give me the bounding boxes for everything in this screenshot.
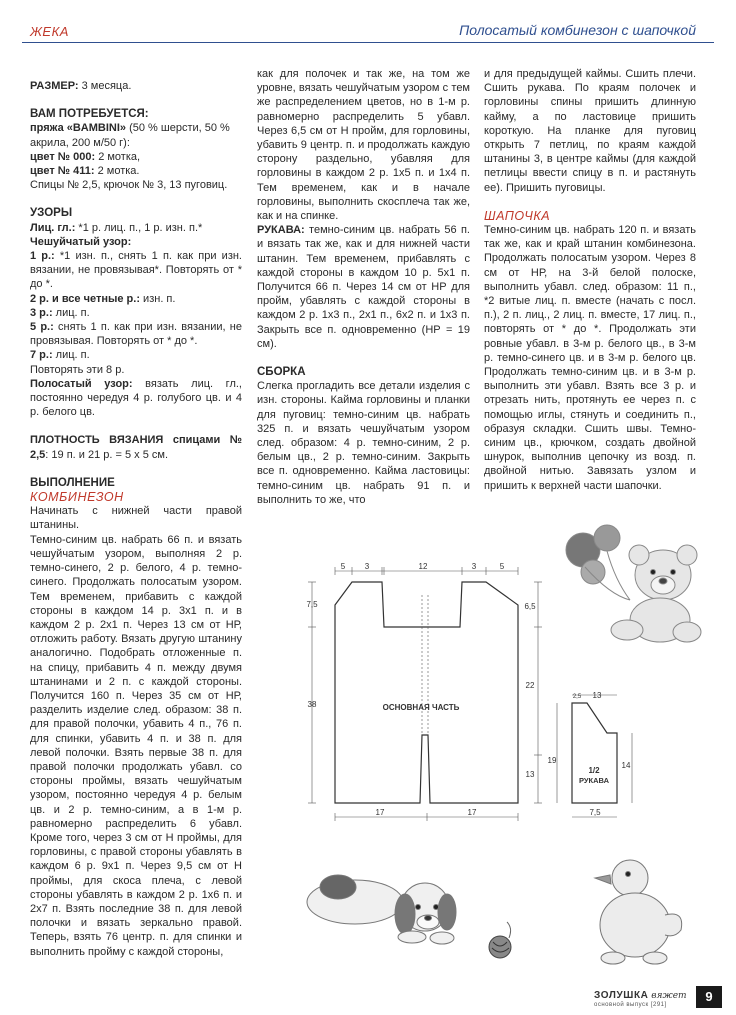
gauge-needles: спицами № 2,5 xyxy=(30,434,242,461)
footer-brand-name: ЗОЛУШКА xyxy=(594,990,649,1001)
col2-body: как для полочек и так же, на том же уровне, вязать чешуйчатым узором с тем же распределением цветов, но в 1-м р. равномерно распределить 5 убавл. Через 6,5 см от Н пройм, для горловины, убавить 9 центр. п. и продолжать каждую сторону раздельно, убавляя для горловины в каждом 2 р. 1х5 п. и 1х4 п. Тем временем, как и в начале горловины, выполнить скосплеча так же, как и на спинке. xyxy=(257,68,470,223)
dim-left-7-5: 7,5 xyxy=(306,600,318,609)
row1-text: *1 изн. п., снять 1 п. как при изн. вязании, не провязывая*. Повторять от * до *. xyxy=(30,250,242,291)
dim-top-12: 12 xyxy=(418,562,428,571)
sleeve-label-fraction: 1/2 xyxy=(588,766,600,775)
repeat-text: Повторять эти 8 р. xyxy=(30,363,125,376)
footer-issue: основной выпуск [291] xyxy=(594,1002,667,1008)
stockinette-label: Лиц. гл.: xyxy=(30,221,76,234)
color1-value: 2 мотка, xyxy=(95,150,141,163)
puppy-illustration xyxy=(300,862,470,952)
column-2 xyxy=(257,67,470,507)
gauge-title: ПЛОТНОСТЬ ВЯЗАНИЯ xyxy=(30,434,164,447)
header-right-title: Полосатый комбинезон с шапочкой xyxy=(459,22,696,38)
dim-top-3b: 3 xyxy=(471,562,477,571)
dim-bottom-17b: 17 xyxy=(467,808,477,817)
header-divider xyxy=(22,42,714,43)
work-title: ВЫПОЛНЕНИЕ xyxy=(30,476,115,489)
dim-sleeve-2-5: 2,5 xyxy=(572,694,582,700)
dim-right-13: 13 xyxy=(525,770,535,779)
dim-top-5b: 5 xyxy=(499,562,505,571)
column-1 xyxy=(30,79,242,959)
row5-label: 5 р.: xyxy=(30,321,54,334)
row3-label: 3 р.: xyxy=(30,306,53,319)
row7-label: 7 р.: xyxy=(30,349,53,362)
tools-text: Спицы № 2,5, крючок № 3, 13 пуговиц. xyxy=(30,179,228,192)
assembly-title: СБОРКА xyxy=(257,366,306,379)
dim-right-22: 22 xyxy=(525,681,535,690)
dim-left-38: 38 xyxy=(307,700,317,709)
main-part-shape xyxy=(335,582,518,803)
header-left-title: ЖЕКА xyxy=(30,24,69,39)
row3-text: лиц. п. xyxy=(52,306,90,319)
work-subtitle: КОМБИНЕЗОН xyxy=(30,490,124,505)
sleeves-label: РУКАВА: xyxy=(257,224,305,237)
assembly-text: Слегка прогладить все детали изделия с изн. стороны. Кайма горловины и планки для пуговиц: темно-синим цв. набрать 325 п. и вязать чешуйчатым узором след. образом: 4 р. темно-синим, 2 р. белым цв., 2 р. темно-синим. Закрыть все п. одновременно. Кайма ластовицы: темно-синим цв. набрать 91 п. и выполнить то же, что xyxy=(257,380,470,506)
row2-text: изн. п. xyxy=(140,292,176,305)
hat-text: Темно-синим цв. набрать 120 п. и вязать так же, как и край штанин комбинезона. Продолжать полосатым узором. Через 8 см от НР, на 3-й белой полоске, выполнить убавл. след. образом: 11 п., *2 витые лиц. п. вместе (начать с посл. п.), 2 п. лиц., 2 лиц. п. вместе, 17 лиц. п., повторять от * до *. Продолжать эти ровные убавл. в 3-м р. белого цв., в 3-м р. темно-синего цв. и в 3-м р. белого цв. Продолжать темно-синим цв. и в 3-м р. выполнить эти убавл. Взять все 3 р. и отрезать нить, протянуть ее через п. с помощью иглы, стянуть и соединить п., образуя складки. Сшить швы. Темно-синим цв., крючком, создать двойной шнурок, выполнив цепочку из возд. п. двойной нитью. Завязать узлом и пришить к верхней части шапочки. xyxy=(484,224,696,492)
scale-pattern-label: Чешуйчатый узор: xyxy=(30,235,132,248)
sleeves-text: темно-синим цв. набрать 56 п. и вязать так же, как и для нижней части штанин. Тем временем, прибавлять с каждой стороны в каждом 10 р. 5х1 п. Получится 66 п. Через 14 см от НР для пройм, убавлять с каждой стороны в каждом 2 р. 1х3 п., 2х1 п., 6х2 п. и 1х3 п. Закрыть все п. одновременно (НР = 19 см). xyxy=(257,224,470,350)
row7-text: лиц. п. xyxy=(52,349,90,362)
size-label: РАЗМЕР: xyxy=(30,80,79,92)
footer-brand-script: вяжет xyxy=(651,991,687,1001)
row2-label: 2 р. и все четные р.: xyxy=(30,292,140,305)
yarn-desc: (50 % шерсти, 50 % акрила, 200 м/50 г): xyxy=(30,122,230,149)
footer-brand xyxy=(594,990,687,1001)
materials-title: ВАМ ПОТРЕБУЕТСЯ: xyxy=(30,108,149,121)
color2-label: цвет № 411: xyxy=(30,165,95,178)
dim-top-5a: 5 xyxy=(340,562,346,571)
dim-sleeve-19: 19 xyxy=(547,756,557,765)
duckling-illustration xyxy=(585,850,695,970)
size-value: 3 месяца. xyxy=(78,80,132,92)
dim-right-6-5: 6,5 xyxy=(524,602,536,611)
yarn-ball-illustration xyxy=(483,920,523,965)
col3-body: и для предыдущей каймы. Сшить плечи. Сшить рукава. По краям полочек и горловины спины пришить длинную кайму, а по ластовице пришить короткую. На планке для пуговиц открыть 7 петлиц, по краям каждой штанины 3, в центре каймы (для каждой петлицы ввести спицу в п. и растянуть ее). Пришить пуговицы. xyxy=(484,68,696,194)
dim-top-3a: 3 xyxy=(364,562,370,571)
stripe-text: вязать лиц. гл., постоянно чередуя 4 р. голубого цв. и 4 р. белого цв. xyxy=(30,377,242,419)
row5-text: снять 1 п. как при изн. вязании, не провязывая. Повторять от * до *. xyxy=(30,321,242,348)
patterns-title: УЗОРЫ xyxy=(30,207,73,220)
hat-title: ШАПОЧКА xyxy=(484,208,551,223)
work-body: Темно-синим цв. набрать 66 п. и вязать чешуйчатым узором, выполняя 2 р. темно-синего, 2 р. белого, 4 р. темно-синего. Продолжать полосатым узором. Тем временем, прибавить с каждой стороны в каждом 14 р. 3х1 п. и в каждом 2 р. 2х1 п. Через 13 см от НР, отложить работу. Вязать другую штанину аналогично. Подобрать отложенные п. на спицу, прибавить 4 п. между двумя штанинами и 2 п. с каждой стороны. Получится 160 п. Через 35 см от НР, разделить изделие след. образом: 38 п. для правой полочки, убавить 4 п., 76 п. для спинки, убавить 4 п. и 38 п. для левой полочки. Взять первые 38 п. для правой полочки продолжать убавл. со стороны проймы, вязать чешуйчатым узором, постоянно чередуя 4 р. белым цв. и 2 р. темно-синим, а в 1-м р. равномерно распределить 6 убавл. Кроме того, через 3 см от Н проймы, для горловины, с правой стороны убавлять в каждом 6 р. 9х1 п. Через 9,5 см от Н проймы, для скоса плеча, с левой стороны убавлять в каждом 2 р. 1х6 п. и 2х7 п. Взять последние 38 п. для левой полочки и вязать зеркально правой. Теперь, взять 76 центр. п. для спинки и выполнить пройму с каждой стороны, xyxy=(30,533,242,958)
page-number: 9 xyxy=(696,986,722,1008)
dim-sleeve-14: 14 xyxy=(621,761,631,770)
dim-bottom-17a: 17 xyxy=(375,808,385,817)
yarn-label: пряжа «BAMBINI» xyxy=(30,122,127,135)
pattern-diagram xyxy=(290,555,650,825)
dim-sleeve-7-5: 7,5 xyxy=(589,808,601,817)
stripe-label: Полосатый узор: xyxy=(30,377,133,390)
work-intro: Начинать с нижней части правой штанины. xyxy=(30,505,242,532)
stockinette-text: *1 р. лиц. п., 1 р. изн. п.* xyxy=(75,221,203,234)
row1-label: 1 р.: xyxy=(30,250,55,263)
sleeve-shape xyxy=(572,703,617,803)
sleeve-label-name: РУКАВА xyxy=(578,776,610,785)
column-3 xyxy=(484,67,696,493)
color2-value: 2 мотка. xyxy=(94,165,140,178)
main-part-label: ОСНОВНАЯ ЧАСТЬ xyxy=(382,703,460,712)
gauge-text: : 19 п. и 21 р. = 5 х 5 см. xyxy=(45,448,168,461)
dim-sleeve-13: 13 xyxy=(592,691,602,700)
color1-label: цвет № 000: xyxy=(30,150,96,163)
